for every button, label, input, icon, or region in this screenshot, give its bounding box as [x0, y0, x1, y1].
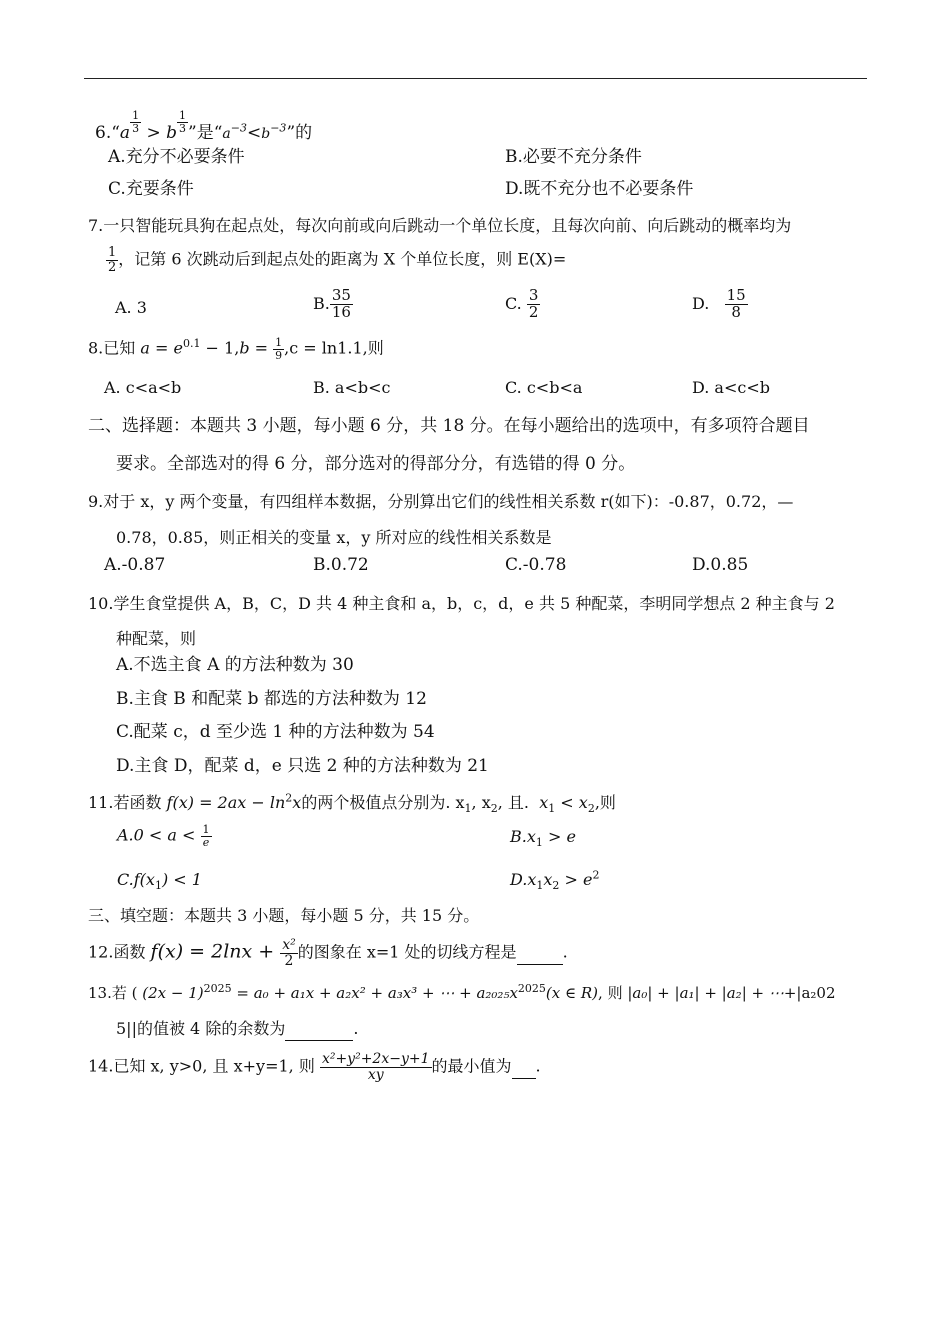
question-9-stem-line1: 9.对于 x，y 两个变量，有四组样本数据，分别算出它们的线性相关系数 r(如下)：-0.87，0.72，—	[88, 492, 794, 511]
question-7-stem-line1: 7.一只智能玩具狗在起点处，每次向前或向后跳动一个单位长度，且每次向前、向后跳动的概率均为	[88, 216, 792, 235]
q13-answer-blank[interactable]	[285, 1018, 353, 1041]
q9-option-c[interactable]: C.-0.78	[505, 555, 567, 575]
question-9-stem-line2: 0.78，0.85，则正相关的变量 x，y 所对应的线性相关系数是	[116, 528, 552, 547]
q9-option-d[interactable]: D.0.85	[692, 555, 749, 575]
question-14-stem: 14.已知 x, y>0, 且 x+y=1, 则 $\frac{\text{x²+y²+2x−y+1}}{xy}$ 的最小值为 .	[88, 1051, 541, 1083]
q7-option-b[interactable]: B. $\frac{35}{16}$	[313, 286, 351, 321]
question-13-stem-line2: 5||的值被 4 除的余数为 .	[116, 1018, 358, 1041]
question-8-stem: 8.已知 $a = e^{0.1} - 1,b$ = $\frac{1}{9}$ ,c = ln1.1,则	[88, 336, 384, 362]
question-6-stem: 6.“a $\frac{1}{3}$ > b $\frac{1}{3}$ ”是“$a^{-3}<b^{-3}$”的	[95, 109, 313, 144]
question-11-stem: 11.若函数 $f(x) = 2ax - \ln^2x$的两个极值点分别为. $x_1$, $x_2$, 且. $x_1 < x_2$,则	[88, 791, 616, 816]
q8-option-b[interactable]: B. a<b<c	[313, 378, 391, 397]
q6-exponent-left: $\frac{1}{3}$	[132, 109, 140, 135]
q10-option-d[interactable]: D.主食 D，配菜 d，e 只选 2 种的方法种数为 21	[116, 756, 489, 776]
q14-fraction: $\frac{\text{x²+y²+2x−y+1}}{xy}$	[321, 1051, 430, 1083]
question-13-stem-line1: 13.若 ( $(2x - 1)^{2025} = a_0 + a_1x + a_2x^2 + a_3x^3$ + ⋯ + $a_{2025}x^{2025}(x$ ∈ R), 则 |a₀| + |a₁| + |a₂| + ⋯+|a₂02	[88, 982, 836, 1002]
q10-option-c[interactable]: C.配菜 c，d 至少选 1 种的方法种数为 54	[116, 722, 435, 742]
q11-option-a[interactable]: A.0 < a < $\frac{1}{e}$	[117, 823, 210, 849]
section-2-heading-line1: 二、选择题：本题共 3 小题，每小题 6 分，共 18 分。在每小题给出的选项中，有多项符合题目	[88, 416, 810, 436]
q10-option-a[interactable]: A.不选主食 A 的方法种数为 30	[116, 655, 354, 675]
section-2-heading-line2: 要求。全部选对的得 6 分，部分选对的得部分分，有选错的得 0 分。	[116, 454, 636, 474]
q7-option-a[interactable]: A. 3	[115, 298, 147, 317]
q11-option-c[interactable]: $C.f(x_1) < 1$	[117, 870, 202, 893]
q6-option-c[interactable]: C.充要条件	[108, 179, 194, 199]
question-10-stem-line2: 种配菜，则	[116, 629, 197, 648]
q7-half-fraction: $\frac{1}{2}$	[108, 245, 117, 275]
q7-option-c[interactable]: C. $\frac{3}{2}$	[505, 286, 539, 321]
q9-option-a[interactable]: A.-0.87	[104, 555, 166, 575]
q10-option-b[interactable]: B.主食 B 和配菜 b 都选的方法种数为 12	[116, 689, 427, 709]
q9-option-b[interactable]: B.0.72	[313, 555, 369, 575]
q6-option-d[interactable]: D.既不充分也不必要条件	[505, 179, 694, 199]
q8-option-d[interactable]: D. a<c<b	[692, 378, 770, 397]
q7-option-d[interactable]: D. $\frac{15}{8}$	[692, 286, 746, 321]
q14-answer-blank[interactable]	[512, 1056, 536, 1079]
q8-option-c[interactable]: C. c<b<a	[505, 378, 583, 397]
question-10-stem-line1: 10.学生食堂提供 A，B，C，D 共 4 种主食和 a，b，c，d，e 共 5 种配菜，李明同学想点 2 种主食与 2	[88, 594, 835, 613]
q11-option-d[interactable]: $D.x_1x_2 > e^2$	[510, 868, 600, 893]
question-7-stem-line2: $\frac{1}{2}$ ，记第 6 次跳动后到起点处的距离为 X 个单位长度，则 E(X)=	[108, 245, 567, 275]
q6-option-a[interactable]: A.充分不必要条件	[108, 147, 245, 167]
q11-option-b[interactable]: $B.x_1 > e$	[510, 827, 576, 850]
q6-exponent-right: $\frac{1}{3}$	[179, 109, 187, 135]
section-3-heading: 三、填空题：本题共 3 小题，每小题 5 分，共 15 分。	[88, 906, 480, 925]
question-12-stem: 12.函数 f(x) = 2lnx + $\frac{\text{x²}}{2}$ 的图象在 x=1 处的切线方程是 .	[88, 937, 568, 969]
q6-option-b[interactable]: B.必要不充分条件	[505, 147, 642, 167]
q12-answer-blank[interactable]	[517, 942, 563, 965]
q8-option-a[interactable]: A. c<a<b	[104, 378, 182, 397]
header-rule	[84, 78, 867, 79]
